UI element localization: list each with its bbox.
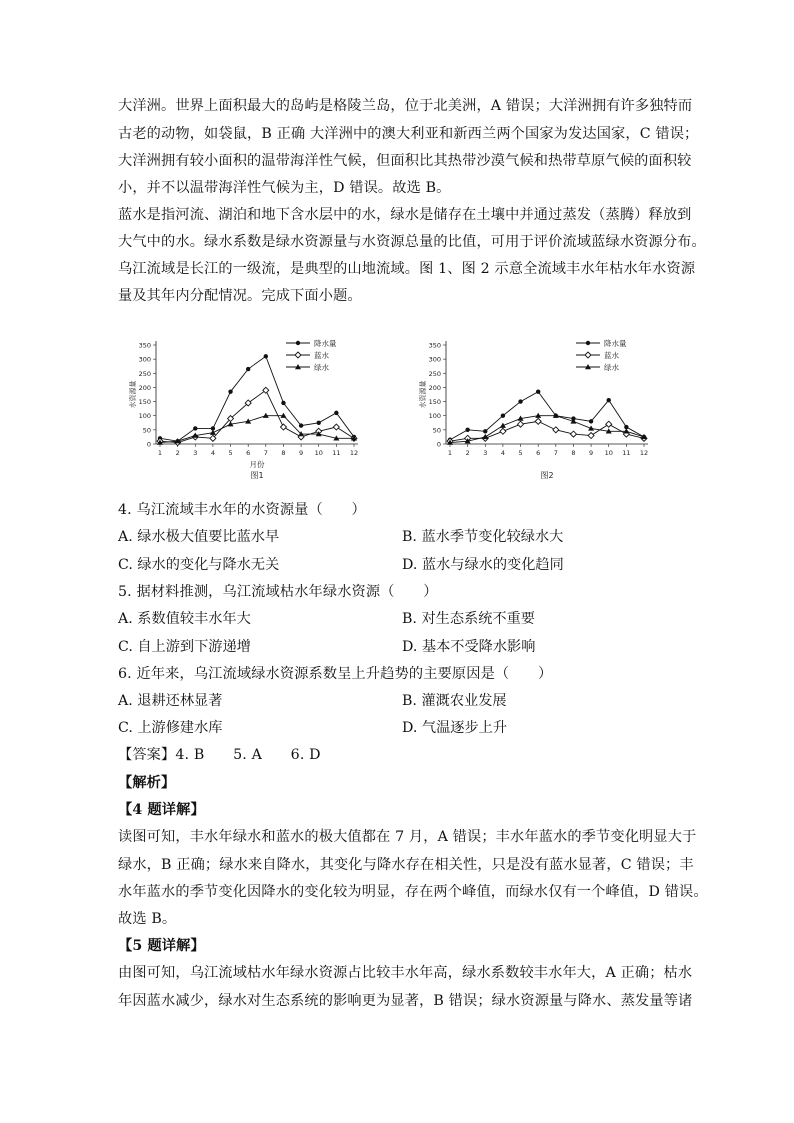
data-point (299, 423, 303, 427)
x-tick-label: 9 (299, 449, 304, 457)
data-point (607, 398, 611, 402)
text-line: 大洋洲拥有较小面积的温带海洋性气候，但面积比其热带沙漠气候和热带草原气候的面积较 (118, 153, 692, 169)
data-point (606, 421, 612, 427)
legend-marker (586, 341, 590, 345)
data-point (483, 429, 487, 433)
question-5-option-c: C. 自上游到下游递增 (118, 639, 251, 655)
series-line (160, 390, 354, 442)
x-tick-label: 4 (500, 449, 505, 457)
text-line: 古老的动物，如袋鼠，B 正确 大洋洲中的澳大利亚和新西兰两个国家为发达国家，C 错误； (118, 126, 699, 142)
analysis-line: 年因蓝水减少，绿水对生态系统的影响更为显著，B 错误；绿水资源量与降水、蒸发量等诸 (118, 993, 693, 1009)
y-tick-label: 50 (142, 426, 151, 435)
y-tick-label: 50 (432, 426, 441, 435)
x-tick-label: 9 (589, 449, 594, 457)
legend-marker (295, 352, 301, 358)
question-5-option-d: D. 基本不受降水影响 (402, 639, 536, 655)
x-tick-label: 1 (447, 449, 453, 457)
y-axis-label: 水资源量 (419, 380, 427, 409)
x-tick-label: 8 (571, 449, 576, 457)
data-point (501, 414, 505, 418)
data-point (228, 389, 232, 393)
question-6-option-c: C. 上游修建水库 (118, 720, 223, 736)
data-point (210, 430, 216, 435)
figure-1-chart (118, 335, 418, 485)
answer-line: 【答案】4. B 5. A 6. D (118, 747, 321, 763)
legend-label: 降水量 (314, 339, 337, 348)
legend-label: 蓝水 (314, 351, 329, 360)
question-5-stem: 5. 据材料推测，乌江流域枯水年绿水资源（ ） (118, 584, 438, 600)
y-tick-label: 250 (138, 369, 151, 378)
x-tick-label: 1 (157, 449, 163, 457)
y-tick-label: 250 (428, 369, 441, 378)
data-point (465, 428, 469, 432)
x-tick-label: 8 (281, 449, 286, 457)
y-tick-label: 200 (428, 383, 441, 392)
question-6-stem: 6. 近年来，乌江流域绿水资源系数呈上升趋势的主要原因是（ ） (118, 666, 553, 682)
data-point (535, 418, 541, 424)
analysis-heading: 【解析】 (118, 775, 176, 791)
y-tick-label: 150 (138, 398, 151, 407)
data-point (518, 421, 524, 427)
chart-title: 图1 (250, 471, 264, 480)
material-line: 量及其年内分配情况。完成下面小题。 (118, 288, 362, 304)
y-tick-label: 0 (146, 440, 151, 449)
data-point (317, 421, 321, 425)
x-tick-label: 3 (193, 449, 198, 457)
y-tick-label: 300 (428, 355, 441, 364)
x-tick-label: 6 (536, 449, 541, 457)
analysis-line: 故选 B。 (118, 911, 177, 927)
chart-title: 图2 (540, 471, 554, 480)
y-tick-label: 100 (138, 412, 151, 421)
y-tick-label: 350 (138, 341, 151, 350)
x-tick-label: 10 (314, 449, 323, 457)
x-tick-label: 2 (175, 449, 180, 457)
x-tick-label: 12 (639, 449, 649, 457)
data-point (536, 389, 540, 393)
question-5-option-b: B. 对生态系统不重要 (402, 611, 535, 627)
legend-label: 降水量 (604, 339, 627, 348)
question-6-option-a: A. 退耕还林显著 (118, 693, 223, 709)
q5-analysis-heading: 【5 题详解】 (118, 938, 205, 954)
x-tick-label: 7 (263, 449, 268, 457)
data-point (518, 399, 522, 403)
x-tick-label: 11 (332, 449, 341, 457)
data-point (263, 387, 269, 393)
legend-label: 绿水 (604, 363, 619, 372)
x-axis-label: 月份 (249, 460, 265, 469)
x-tick-label: 11 (622, 449, 631, 457)
analysis-line: 水年蓝水的季节变化因降水的变化较为明显，存在两个峰值，而绿水仅有一个峰值，D 错误。 (118, 884, 708, 900)
question-5-option-a: A. 系数值较丰水年大 (118, 611, 251, 627)
material-line: 蓝水是指河流、湖泊和地下含水层中的水，绿水是储存在土壤中并通过蒸发（蒸腾）释放到 (118, 207, 692, 223)
x-tick-label: 12 (349, 449, 359, 457)
y-tick-label: 200 (138, 383, 151, 392)
data-point (500, 428, 506, 434)
question-4-stem: 4. 乌江流域丰水年的水资源量（ ） (118, 502, 366, 518)
y-tick-label: 100 (428, 412, 441, 421)
data-point (589, 419, 593, 423)
legend-label: 蓝水 (604, 351, 619, 360)
material-line: 乌江流域是长江的一级流，是典型的山地流域。图 1、图 2 示意全流域丰水年枯水年水资源 (118, 261, 696, 277)
series-line (450, 416, 644, 443)
data-point (280, 424, 286, 430)
data-point (553, 427, 559, 433)
question-6-option-b: B. 灌溉农业发展 (402, 693, 507, 709)
x-tick-label: 4 (210, 449, 215, 457)
data-point (333, 424, 339, 430)
question-4-option-b: B. 蓝水季节变化较绿水大 (402, 529, 564, 545)
x-tick-label: 6 (246, 449, 251, 457)
data-point (334, 411, 338, 415)
x-tick-label: 3 (483, 449, 488, 457)
y-tick-label: 0 (436, 440, 441, 449)
legend-label: 绿水 (314, 363, 329, 372)
question-4-option-a: A. 绿水极大值要比蓝水早 (118, 529, 280, 545)
analysis-line: 由图可知，乌江流域枯水年绿水资源占比较丰水年高，绿水系数较丰水年大，A 正确；枯水 (118, 965, 693, 981)
data-point (482, 434, 488, 439)
x-tick-label: 2 (465, 449, 470, 457)
data-point (246, 367, 250, 371)
y-tick-label: 300 (138, 355, 151, 364)
text-line: 大洋洲。世界上面积最大的岛屿是格陵兰岛，位于北美洲，A 错误；大洋洲拥有许多独特而 (118, 98, 693, 114)
x-tick-label: 7 (553, 449, 558, 457)
legend-marker (585, 352, 591, 358)
analysis-line: 绿水，B 正确；绿水来自降水，其变化与降水存在相关性，只是没有蓝水显著，C 错误；丰 (118, 857, 694, 873)
y-tick-label: 150 (428, 398, 441, 407)
analysis-line: 读图可知，丰水年绿水和蓝水的极大值都在 7 月，A 错误；丰水年蓝水的季节变化明显大于 (118, 829, 697, 845)
x-tick-label: 5 (518, 449, 523, 457)
data-point (281, 401, 285, 405)
data-point (588, 433, 594, 439)
material-line: 大气中的水。绿水系数是绿水资源量与水资源总量的比值，可用于评价流域蓝绿水资源分布。 (118, 234, 706, 250)
q4-analysis-heading: 【4 题详解】 (118, 802, 205, 818)
x-tick-label: 10 (604, 449, 613, 457)
data-point (570, 431, 576, 437)
x-tick-label: 5 (228, 449, 233, 457)
legend-marker (296, 341, 300, 345)
data-point (193, 426, 197, 430)
text-line: 小，并不以温带海洋性气候为主，D 错误。故选 B。 (118, 180, 451, 196)
question-4-option-c: C. 绿水的变化与降水无关 (118, 557, 280, 573)
question-4-option-d: D. 蓝水与绿水的变化趋同 (402, 557, 564, 573)
question-6-option-d: D. 气温逐步上升 (402, 720, 508, 736)
y-axis-label: 水资源量 (129, 380, 137, 409)
y-tick-label: 350 (428, 341, 441, 350)
figure-2-chart (408, 335, 708, 485)
data-point (264, 354, 268, 358)
